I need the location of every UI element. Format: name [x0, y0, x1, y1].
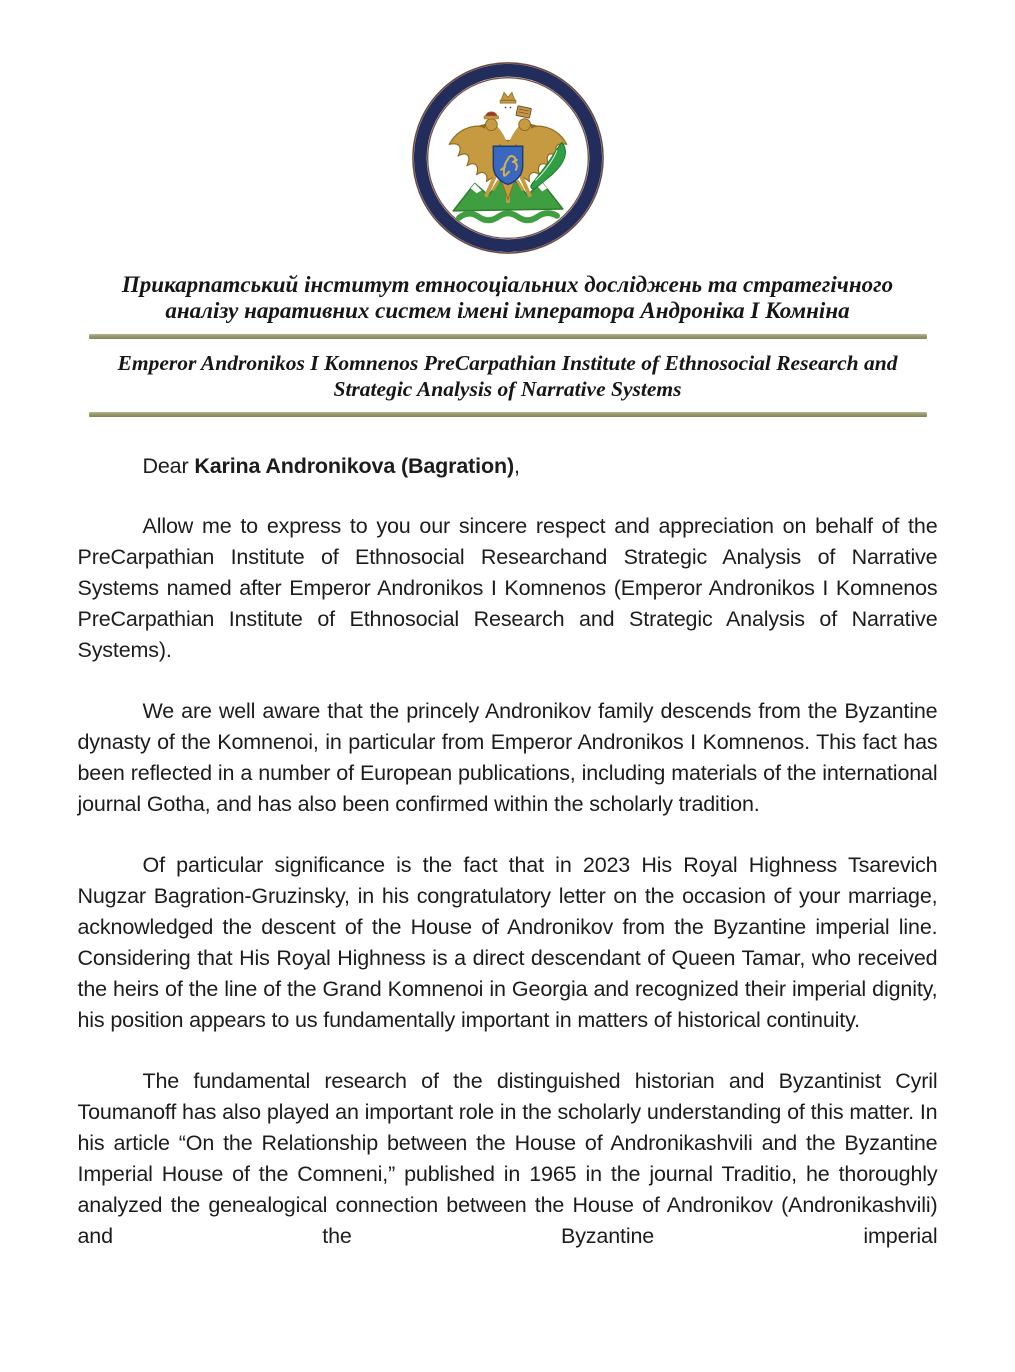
title-en-line2: Strategic Analysis of Narrative Systems — [333, 377, 682, 401]
salutation-suffix: , — [513, 454, 520, 478]
recipient-name: Karina Andronikova (Bagration) — [194, 454, 514, 478]
letter-paragraph-3: Of particular significance is the fact that in 2023 His Royal Highness Tsarevich Nugzar Bagration-Gruzinsky, in his congratulatory letter on the occasion of your marriage, acknowledged the descent of the House of Andronikov from the Byzantine imperial line. Considering that His Royal Highness is a direct descendant of Queen Tamar, who received the heirs of the line of the Grand Komnenoi in Georgia and recognized their imperial dignity, his position appears to us fundamentally important in matters of historical continuity. — [77, 853, 938, 1032]
institute-seal — [410, 60, 606, 256]
title-uk-line2: аналізу наративних систем імені імператора Андроніка І Комніна — [165, 298, 850, 323]
letter-paragraph-1: Allow me to express to you our sincere respect and appreciation on behalf of the PreCarpathian Institute of Ethnosocial Researchand Strategic Analysis of Narrative Systems named after Emperor Andronikos I Komnenos (Emperor Andronikos I Komnenos PreCarpathian Institute of Ethnosocial Research and Strategic Analysis of Narrative Systems). — [77, 514, 938, 662]
title-en-line1: Emperor Andronikos I Komnenos PreCarpathian Institute of Ethnosocial Research and — [117, 351, 898, 375]
horizontal-rule-bottom — [89, 412, 927, 417]
letter-paragraph-4: The fundamental research of the distinguished historian and Byzantinist Cyril Toumanoff has also played an important role in the scholarly understanding of this matter. In his article “On the Relationship between the House of Andronikashvili and the Byzantine Imperial House of the Comneni,” published in 1965 in the journal Traditio, he thoroughly analyzed the genealogical connection between the House of Andronikov (Andronikashvili) and the Byzantine imperial — [77, 1069, 938, 1248]
salutation — [78, 451, 938, 482]
letter-body — [78, 451, 938, 1252]
institute-title-english — [68, 350, 948, 402]
title-uk-line1: Прикарпатський інститут етносоціальних досліджень та стратегічного — [121, 272, 894, 297]
salutation-prefix: Dear — [142, 454, 195, 478]
lion-shield — [493, 146, 522, 184]
gold-book-icon — [515, 106, 530, 118]
double-headed-eagle-seal-icon — [410, 60, 606, 256]
letter-paragraph-2: We are well aware that the princely Andronikov family descends from the Byzantine dynasty of the Komnenoi, in particular from Emperor Andronikos I Komnenos. This fact has been reflected in a number of European publications, including materials of the international journal Gotha, and has also been confirmed within the scholarly tradition. — [77, 699, 938, 816]
institute-title-ukrainian — [68, 272, 948, 324]
horizontal-rule-top — [89, 334, 927, 339]
